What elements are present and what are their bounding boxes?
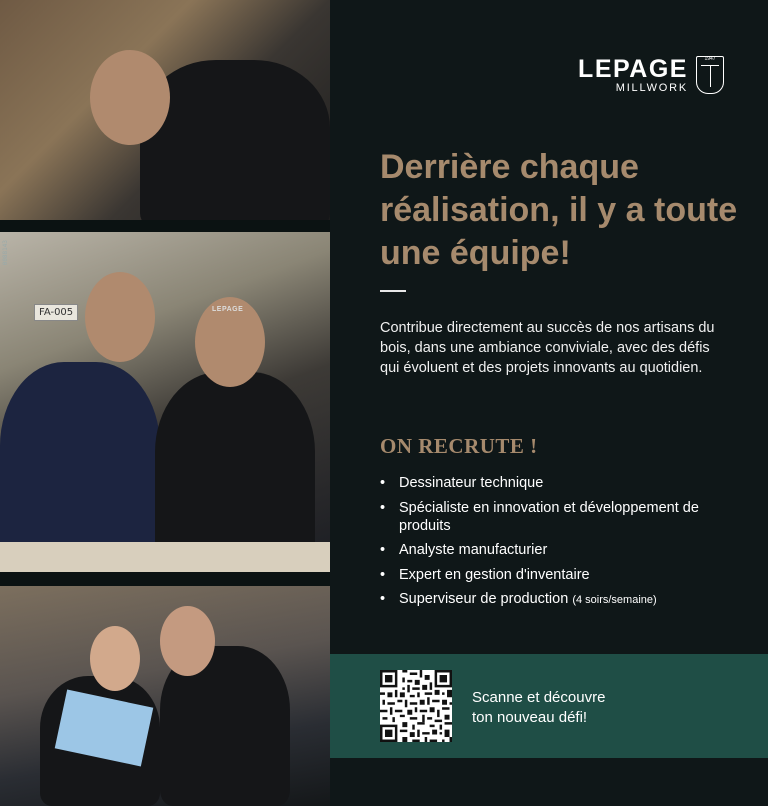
crest-icon xyxy=(696,56,724,94)
divider-rule xyxy=(380,290,406,292)
photo-woodworker-inspecting xyxy=(0,0,330,220)
logo-text xyxy=(578,56,688,94)
bullet-icon: • xyxy=(380,542,386,558)
photo-column xyxy=(0,0,330,806)
job-title: Expert en gestion d'inventaire xyxy=(399,566,590,583)
job-item xyxy=(380,499,750,535)
brand-logo xyxy=(578,56,724,94)
cta-text xyxy=(472,688,605,728)
fa-sign: FA-005 xyxy=(34,304,78,321)
worker-head xyxy=(90,50,170,145)
brand-sub: MILLWORK xyxy=(615,82,688,94)
job-note: (4 soirs/semaine) xyxy=(572,594,657,606)
photo-credit-code: 0088143 xyxy=(2,240,9,266)
photo-team-collaborating xyxy=(0,232,330,572)
bullet-icon: • xyxy=(380,475,386,491)
qr-code[interactable] xyxy=(380,670,452,742)
bullet-icon: • xyxy=(380,566,386,583)
job-title: Spécialiste en innovation et développement de produits xyxy=(399,499,699,534)
job-title: Dessinateur technique xyxy=(399,475,544,491)
cap-logo: LEPAGE xyxy=(212,306,244,313)
worker-head-left xyxy=(90,626,140,691)
crest-divider xyxy=(701,65,719,87)
qr-code-icon xyxy=(380,670,452,742)
worker-head-left xyxy=(85,272,155,362)
job-list xyxy=(380,474,750,616)
bottom-strip xyxy=(330,758,768,806)
job-item xyxy=(380,541,750,559)
photo-reviewing-plans xyxy=(0,586,330,806)
recruit-heading: ON RECRUTE ! xyxy=(380,434,538,458)
job-item xyxy=(380,590,750,609)
headline: Derrière chaque réalisation, il y a toute une équipe! xyxy=(380,148,738,272)
crest-year: 1947 xyxy=(704,56,716,62)
job-title: Superviseur de production xyxy=(399,591,569,607)
intro-paragraph: Contribue directement au succès de nos artisans du bois, dans une ambiance conviviale, avec des défis qui évoluent et des projets innovants au quotidien. xyxy=(380,320,715,376)
cta-bar xyxy=(330,654,768,758)
cta-line-2: ton nouveau défi! xyxy=(472,709,588,726)
job-title: Analyste manufacturier xyxy=(399,542,548,558)
bullet-icon: • xyxy=(380,591,386,607)
worker-head-right xyxy=(160,606,215,676)
brand-name: LEPAGE xyxy=(578,55,688,83)
job-item xyxy=(380,474,750,492)
worker-figure-left xyxy=(0,362,160,572)
bullet-icon: • xyxy=(380,499,386,516)
job-item xyxy=(380,566,750,584)
work-table xyxy=(0,542,330,572)
cta-line-1: Scanne et découvre xyxy=(472,689,606,706)
